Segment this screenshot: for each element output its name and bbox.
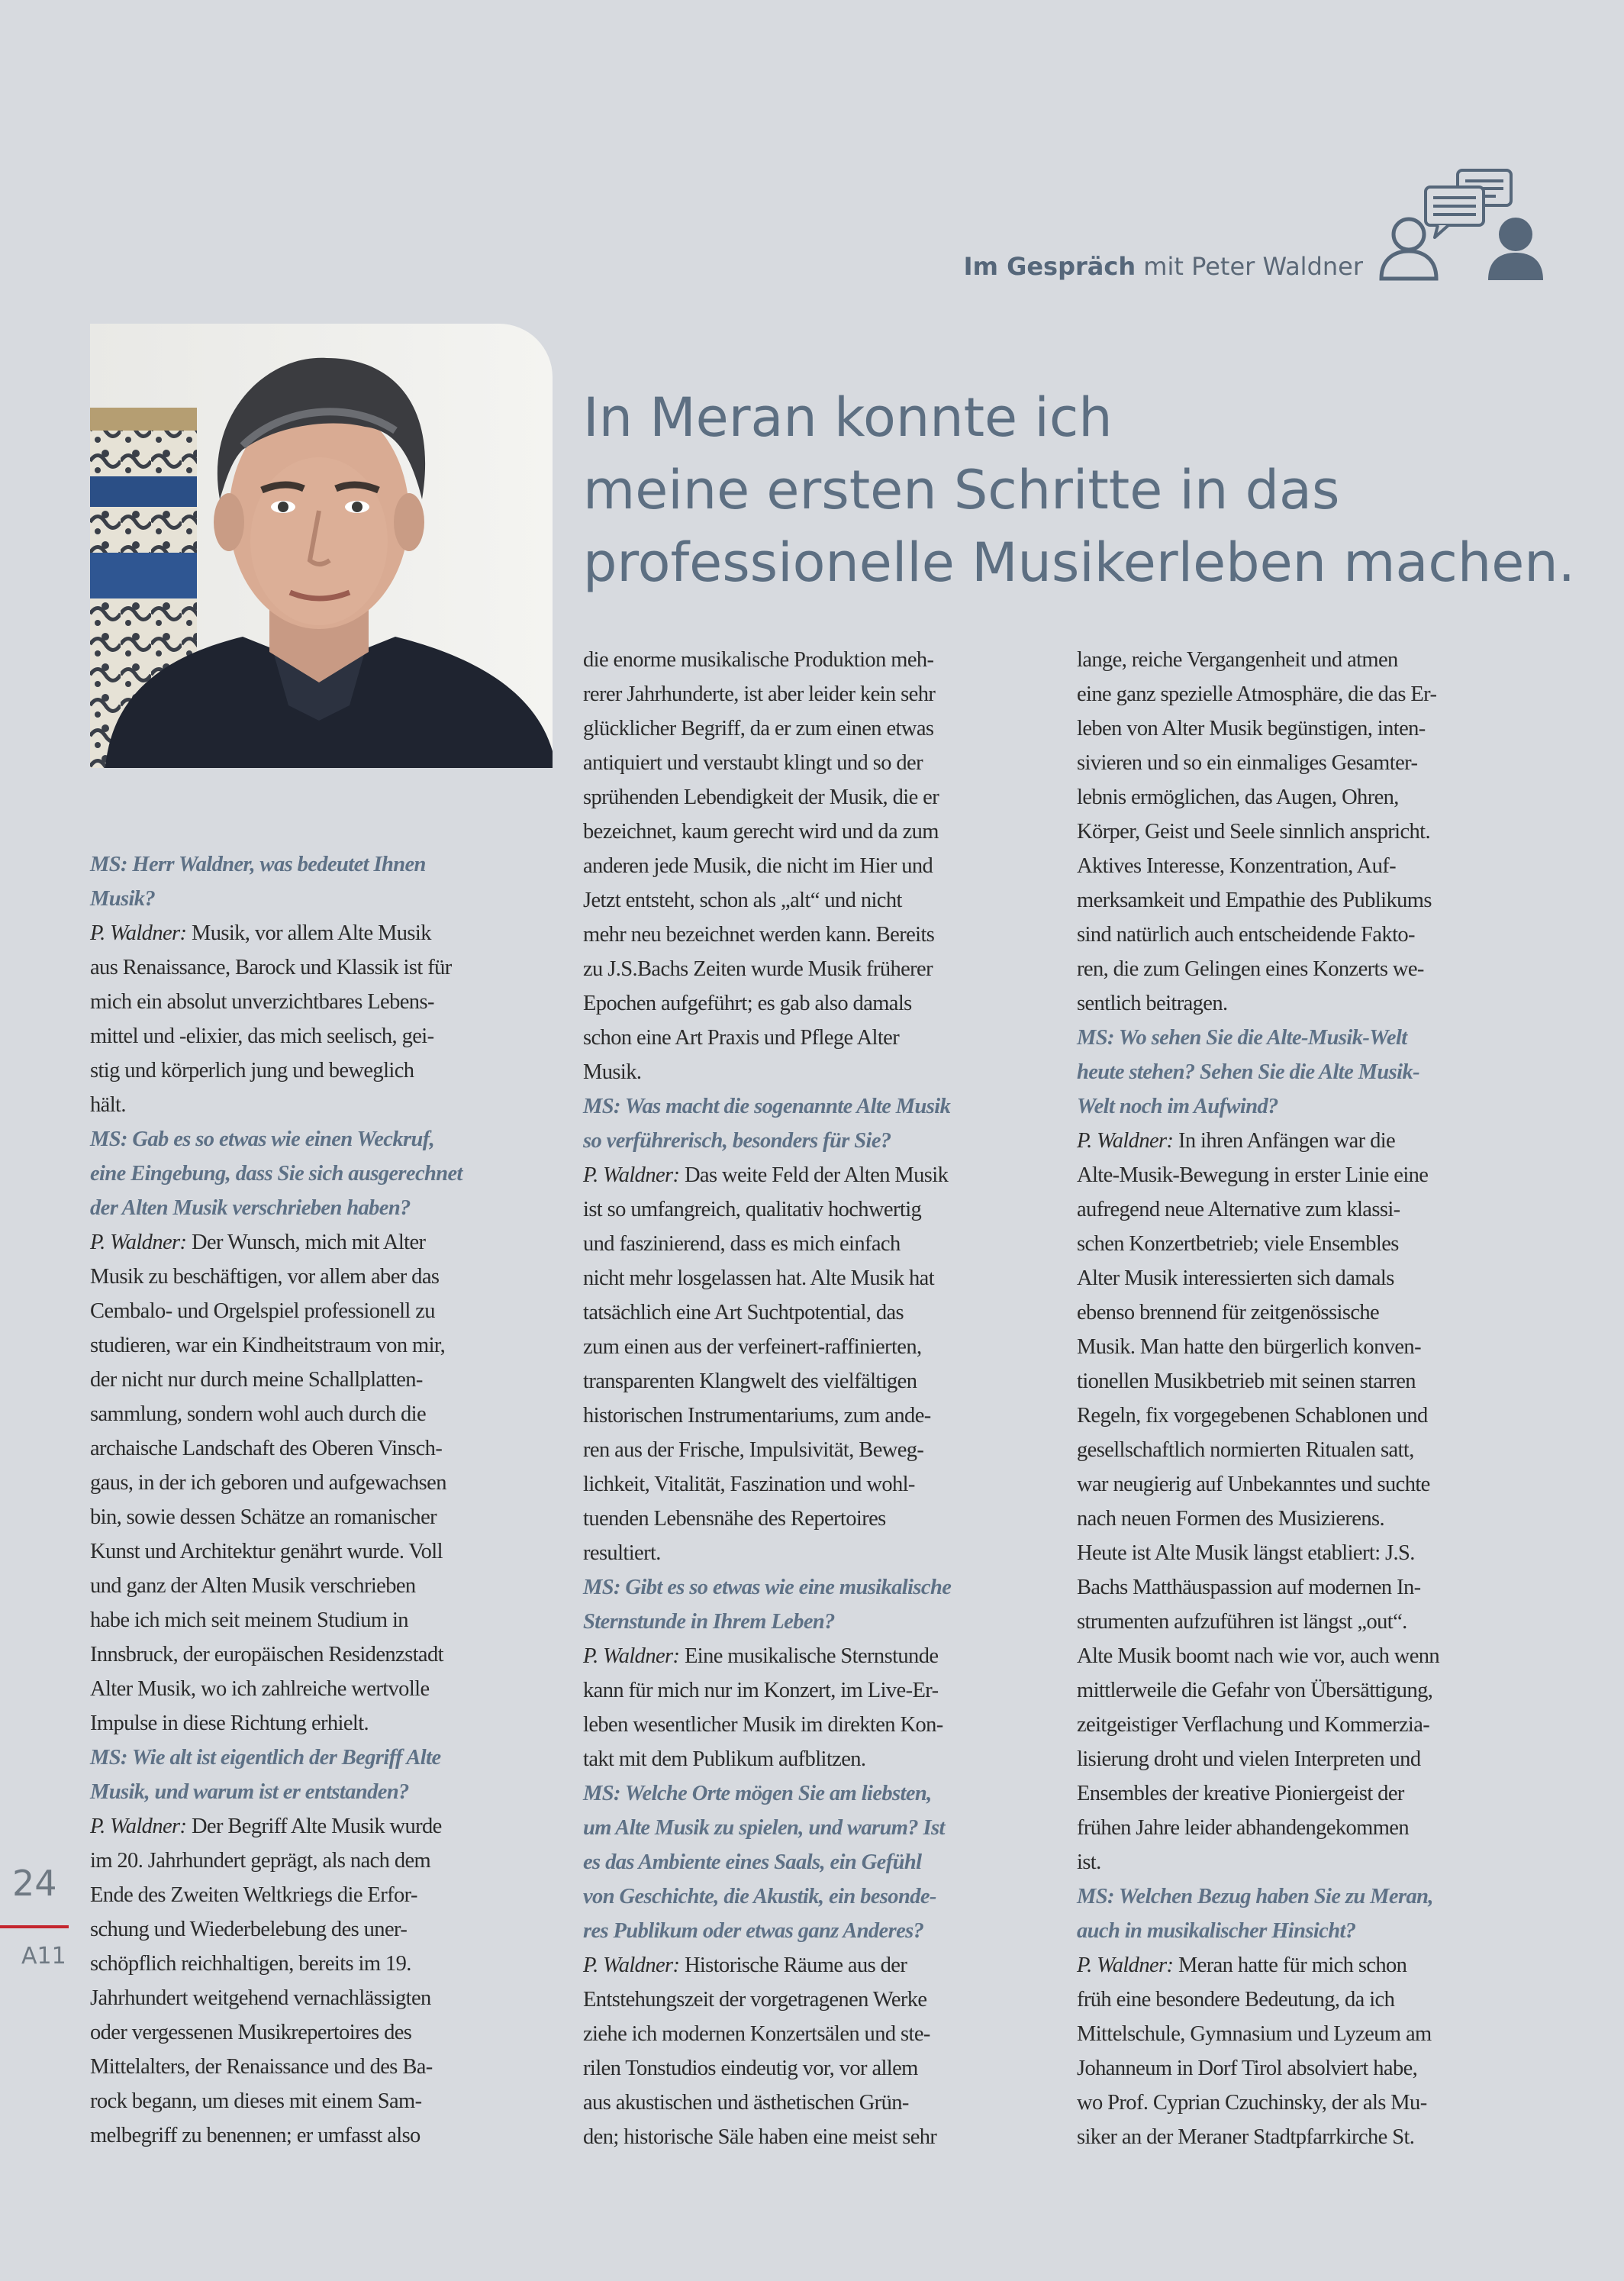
text-line: sprühenden Lebendigkeit der Musik, die er (583, 786, 939, 809)
text-line: leben von Alter Musik begünstigen, inten- (1077, 717, 1426, 740)
text-line: schung und Wiederbelebung des uner- (90, 1918, 408, 1941)
text-line: wo Prof. Cyprian Czuchinsky, der als Mu- (1077, 2091, 1427, 2115)
question-line: so verführerisch, besonders für Sie? (583, 1129, 891, 1153)
text-line: Mittelschule, Gymnasium und Lyzeum am (1077, 2022, 1432, 2046)
question-line: es das Ambiente eines Saals, ein Gefühl (583, 1850, 922, 1874)
text-line: Alte Musik boomt nach wie vor, auch wenn (1077, 1644, 1440, 1668)
answer-text: In ihren Anfängen war die (1173, 1129, 1396, 1153)
text-line: hält. (90, 1093, 126, 1117)
text-line: habe ich mich seit meinem Studium in (90, 1608, 408, 1632)
text-line: Innsbruck, der europäischen Residenzstadt (90, 1643, 443, 1666)
text-line: frühen Jahre leider abhandengekommen (1077, 1816, 1409, 1840)
text-line: tionellen Musikbetrieb mit seinen starren (1077, 1370, 1416, 1393)
text-line: mehr neu bezeichnet werden kann. Bereits (583, 923, 935, 947)
text-line: den; historische Säle haben eine meist sehr (583, 2125, 937, 2149)
text-line: aus akustischen und ästhetischen Grün- (583, 2091, 909, 2115)
text-line (583, 1948, 1070, 1983)
text-line: sivieren und so ein einmaliges Gesamter- (1077, 751, 1418, 775)
text-line: ren aus der Frische, Impulsivität, Beweg- (583, 1438, 924, 1462)
text-line: zeitgeistiger Verflachung und Kommerzia- (1077, 1713, 1430, 1737)
text-line: aus Renaissance, Barock und Klassik ist für (90, 956, 452, 979)
question-line: MS: Wie alt ist eigentlich der Begriff Alte (90, 1746, 441, 1770)
text-line: anderen jede Musik, die nicht im Hier und (583, 854, 933, 878)
answer-text: Musik, vor allem Alte Musik (186, 921, 431, 945)
text-line: ist. (1077, 1850, 1101, 1874)
text-line: Heute ist Alte Musik längst etabliert: J.S. (1077, 1541, 1415, 1565)
question-line: MS: Was macht die sogenannte Alte Musik (583, 1095, 951, 1118)
speaker-label: P. Waldner: (583, 1163, 680, 1187)
text-line: ren, die zum Gelingen eines Konzerts we- (1077, 957, 1424, 981)
text-line: antiquiert und verstaubt klingt und so der (583, 751, 923, 775)
question-line: MS: Wo sehen Sie die Alte-Musik-Welt (1077, 1026, 1407, 1050)
text-line: strumenten aufzuführen ist längst „out“. (1077, 1610, 1407, 1634)
text-line: Epochen aufgeführt; es gab also damals (583, 992, 912, 1015)
text-line: gaus, in der ich geboren und aufgewachsen (90, 1471, 446, 1495)
text-line: lange, reiche Vergangenheit und atmen (1077, 648, 1398, 672)
text-line: der nicht nur durch meine Schallplatten- (90, 1368, 423, 1392)
headline (583, 382, 1575, 599)
text-line: früh eine besondere Bedeutung, da ich (1077, 1988, 1395, 2012)
text-line: mich ein absolut unverzichtbares Lebens- (90, 990, 434, 1014)
text-line: schon eine Art Praxis und Pflege Alter (583, 1026, 900, 1050)
answer-text: Das weite Feld der Alten Musik (679, 1163, 949, 1187)
text-line: schöpflich reichhaltigen, bereits im 19. (90, 1952, 411, 1976)
text-line: im 20. Jahrhundert geprägt, als nach dem (90, 1849, 431, 1873)
text-line: Regeln, fix vorgegebenen Schablonen und (1077, 1404, 1428, 1428)
text-column-3 (1077, 643, 1564, 2154)
text-line: und faszinierend, dass es mich einfach (583, 1232, 901, 1256)
text-line: Jahrhundert weitgehend vernachlässigten (90, 1986, 431, 2010)
section-label (839, 252, 1363, 281)
speaker-label: P. Waldner: (1077, 1129, 1174, 1153)
text-line: stig und körperlich jung und beweglich (90, 1059, 414, 1082)
text-line: Musik. (583, 1060, 642, 1084)
answer-text: Meran hatte für mich schon (1173, 1954, 1407, 1977)
question-line: der Alten Musik verschrieben haben? (90, 1196, 411, 1220)
speaker-label: P. Waldner: (583, 1954, 680, 1977)
text-line (1077, 1124, 1564, 1158)
text-line: ebenso brennend für zeitgenössische (1077, 1301, 1380, 1324)
text-line: merksamkeit und Empathie des Publikums (1077, 889, 1432, 912)
speaker-label: P. Waldner: (583, 1644, 680, 1668)
answer-text: Historische Räume aus der (679, 1954, 907, 1977)
question-line: res Publikum oder etwas ganz Anderes? (583, 1919, 924, 1943)
text-line: lichkeit, Vitalität, Faszination und wohl- (583, 1473, 915, 1496)
question-line: auch in musikalischer Hinsicht? (1077, 1919, 1356, 1943)
text-line: Alter Musik, wo ich zahlreiche wertvolle (90, 1677, 430, 1701)
text-line: sammlung, sondern wohl auch durch die (90, 1402, 427, 1426)
text-line: Johanneum in Dorf Tirol absolviert habe, (1077, 2057, 1418, 2080)
text-line: Ensembles der kreative Pioniergeist der (1077, 1782, 1404, 1805)
section-label-strong: Im Gespräch (963, 252, 1136, 281)
text-line: ziehe ich modernen Konzertsälen und ste- (583, 2022, 930, 2046)
question-line: von Geschichte, die Akustik, ein besonde- (583, 1885, 936, 1908)
text-line (90, 916, 577, 950)
text-line: sind natürlich auch entscheidende Fakto- (1077, 923, 1415, 947)
text-line: siker an der Meraner Stadtpfarrkirche St. (1077, 2125, 1415, 2149)
text-line: tuenden Lebensnähe des Repertoires (583, 1507, 886, 1531)
text-line: oder vergessenen Musikrepertoires des (90, 2021, 412, 2044)
text-line: studieren, war ein Kindheitstraum von mir, (90, 1334, 446, 1357)
text-line: melbegriff zu benennen; er umfasst also (90, 2124, 420, 2147)
speaker-label: P. Waldner: (1077, 1954, 1174, 1977)
text-line: lisierung droht und vielen Interpreten und (1077, 1747, 1421, 1771)
section-label-rest: mit Peter Waldner (1136, 252, 1363, 281)
text-line: mittel und -elixier, das mich seelisch, gei- (90, 1024, 434, 1048)
headline-line-1: In Meran konnte ich (583, 386, 1113, 449)
text-line: lebnis ermöglichen, das Augen, Ohren, (1077, 786, 1399, 809)
text-line: kann für mich nur im Konzert, im Live-Er- (583, 1679, 939, 1702)
text-line: Cembalo- und Orgelspiel professionell zu (90, 1299, 435, 1323)
text-line: Entstehungszeit der vorgetragenen Werke (583, 1988, 927, 2012)
text-line: Körper, Geist und Seele sinnlich anspricht. (1077, 820, 1430, 844)
page-number-rule (0, 1925, 69, 1928)
answer-text: Eine musikalische Sternstunde (679, 1644, 939, 1668)
text-line: mittlerweile die Gefahr von Übersättigung, (1077, 1679, 1433, 1702)
question-line: MS: Herr Waldner, was bedeutet Ihnen (90, 853, 426, 876)
text-line: rock begann, um dieses mit einem Sam- (90, 2089, 422, 2113)
text-line: takt mit dem Publikum aufblitzen. (583, 1747, 866, 1771)
text-line: zu J.S.Bachs Zeiten wurde Musik früherer (583, 957, 933, 981)
text-line: tatsächlich eine Art Suchtpotential, das (583, 1301, 904, 1324)
text-line: die enorme musikalische Produktion meh- (583, 648, 934, 672)
text-line: resultiert. (583, 1541, 661, 1565)
text-line: glücklicher Begriff, da er zum einen etwas (583, 717, 934, 740)
headline-line-3: professionelle Musikerleben machen. (583, 531, 1575, 594)
page-code: A11 (21, 1943, 66, 1970)
text-line: Jetzt entsteht, schon als „alt“ und nicht (583, 889, 902, 912)
text-line: aufregend neue Alternative zum klassi- (1077, 1198, 1400, 1221)
text-line: und ganz der Alten Musik verschrieben (90, 1574, 416, 1598)
text-line (90, 1809, 577, 1844)
question-line: MS: Gab es so etwas wie einen Weckruf, (90, 1128, 435, 1151)
answer-text: Der Wunsch, mich mit Alter (186, 1231, 426, 1254)
text-line: schen Konzertbetrieb; viele Ensembles (1077, 1232, 1399, 1256)
text-line: zum einen aus der verfeinert-raffinierten, (583, 1335, 922, 1359)
text-line (90, 1225, 577, 1260)
question-line: Musik? (90, 887, 156, 911)
text-column-1 (90, 847, 577, 2153)
answer-text: Der Begriff Alte Musik wurde (186, 1815, 442, 1838)
text-line: ist so umfangreich, qualitativ hochwertig (583, 1198, 922, 1221)
text-line: rerer Jahrhunderte, ist aber leider kein sehr (583, 682, 936, 706)
text-line: Kunst und Architektur genährt wurde. Voll (90, 1540, 443, 1563)
text-line: sentlich beitragen. (1077, 992, 1228, 1015)
text-line: Alter Musik interessierten sich damals (1077, 1266, 1394, 1290)
speaker-label: P. Waldner: (90, 921, 187, 945)
text-line: rilen Tonstudios eindeutig vor, vor allem (583, 2057, 918, 2080)
text-line: bin, sowie dessen Schätze an romanischer (90, 1505, 437, 1529)
text-line (583, 1639, 1070, 1673)
text-line: Alte-Musik-Bewegung in erster Linie eine (1077, 1163, 1429, 1187)
question-line: MS: Welchen Bezug haben Sie zu Meran, (1077, 1885, 1433, 1908)
question-line: Sternstunde in Ihrem Leben? (583, 1610, 835, 1634)
text-column-2 (583, 643, 1070, 2154)
question-line: MS: Welche Orte mögen Sie am liebsten, (583, 1782, 932, 1805)
text-line: nach neuen Formen des Musizierens. (1077, 1507, 1385, 1531)
text-line: historischen Instrumentariums, zum ande- (583, 1404, 931, 1428)
page-number: 24 (12, 1863, 57, 1904)
speaker-label: P. Waldner: (90, 1815, 187, 1838)
text-line: Musik. Man hatte den bürgerlich konven- (1077, 1335, 1421, 1359)
text-line: Aktives Interesse, Konzentration, Auf- (1077, 854, 1397, 878)
headline-line-2: meine ersten Schritte in das (583, 459, 1340, 521)
text-line: transparenten Klangwelt des vielfältigen (583, 1370, 917, 1393)
speaker-label: P. Waldner: (90, 1231, 187, 1254)
question-line: um Alte Musik zu spielen, und warum? Ist (583, 1816, 945, 1840)
text-line: war neugierig auf Unbekanntes und suchte (1077, 1473, 1430, 1496)
question-line: Welt noch im Aufwind? (1077, 1095, 1278, 1118)
text-line: Bachs Matthäuspassion auf modernen In- (1077, 1576, 1421, 1599)
text-line (583, 1158, 1070, 1192)
question-line: eine Eingebung, dass Sie sich ausgerechnet (90, 1162, 462, 1186)
text-line: nicht mehr losgelassen hat. Alte Musik hat (583, 1266, 935, 1290)
text-line: Mittelalters, der Renaissance und des Ba- (90, 2055, 433, 2079)
text-line: gesellschaftlich normierten Ritualen satt, (1077, 1438, 1414, 1462)
text-line: eine ganz spezielle Atmosphäre, die das Er- (1077, 682, 1437, 706)
text-line: Musik zu beschäftigen, vor allem aber das (90, 1265, 440, 1289)
conversation-people-icon (1374, 164, 1549, 286)
text-line: Impulse in diese Richtung erhielt. (90, 1712, 369, 1735)
text-line: leben wesentlicher Musik im direkten Kon- (583, 1713, 943, 1737)
question-line: MS: Gibt es so etwas wie eine musikalische (583, 1576, 952, 1599)
text-line (1077, 1948, 1564, 1983)
portrait-photo (90, 324, 553, 768)
text-line: bezeichnet, kaum gerecht wird und da zum (583, 820, 939, 844)
question-line: Musik, und warum ist er entstanden? (90, 1780, 409, 1804)
text-line: Ende des Zweiten Weltkriegs die Erfor- (90, 1883, 417, 1907)
question-line: heute stehen? Sehen Sie die Alte Musik- (1077, 1060, 1419, 1084)
text-line: archaische Landschaft des Oberen Vinsch- (90, 1437, 443, 1460)
